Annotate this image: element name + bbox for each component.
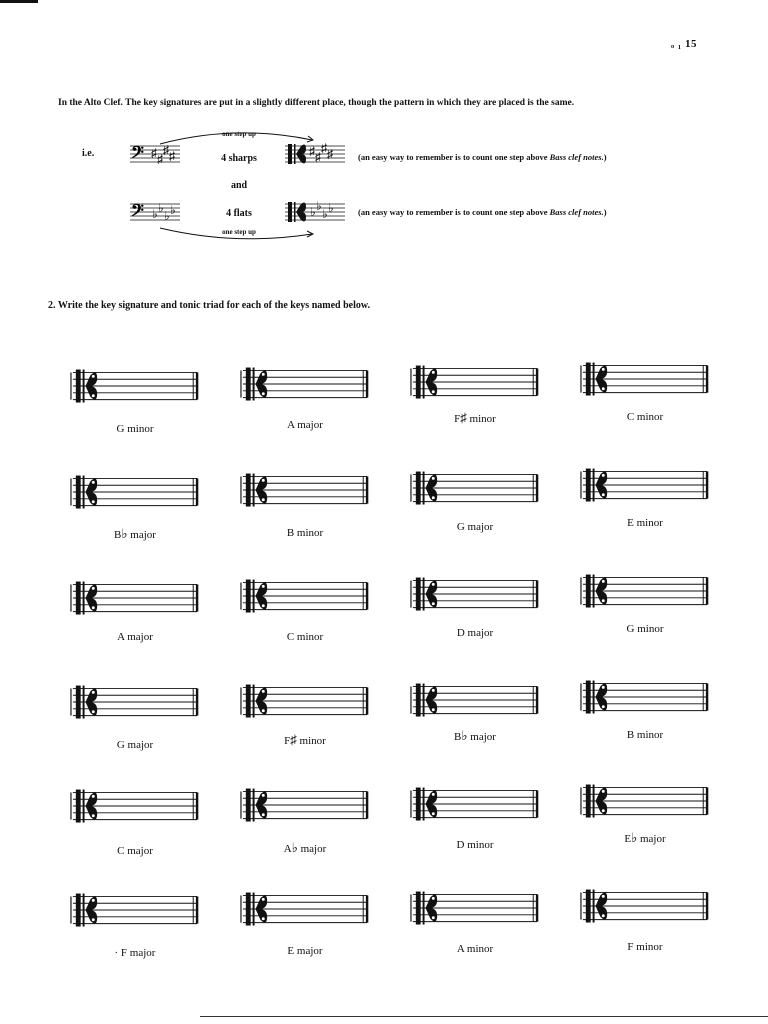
key-name-label bbox=[70, 944, 200, 960]
key-letter: D bbox=[456, 627, 465, 639]
sharps-note: (an easy way to remember is to count one step above Bass clef notes.) bbox=[358, 152, 607, 162]
alto-staff bbox=[410, 468, 540, 510]
flats-note: (an easy way to remember is to count one step above Bass clef notes.) bbox=[358, 207, 607, 217]
accidental: ♯ bbox=[290, 732, 297, 747]
bass-staff-flats bbox=[130, 200, 180, 224]
key-letter: B bbox=[626, 729, 635, 741]
key-quality: major bbox=[127, 845, 153, 857]
key-name-label bbox=[410, 518, 540, 534]
key-name-label bbox=[580, 830, 710, 846]
alto-staff bbox=[580, 677, 710, 719]
intro-text: In the Alto Clef. The key signatures are put in a slightly different place, though the pattern in which they are placed is the same. bbox=[58, 98, 575, 108]
svg-text:♯: ♯ bbox=[157, 152, 163, 166]
key-name-label bbox=[580, 938, 710, 954]
key-letter: A bbox=[117, 631, 125, 643]
alto-staff-sharps bbox=[285, 141, 345, 164]
key-quality: minor bbox=[467, 839, 494, 851]
key-quality: major bbox=[127, 739, 154, 751]
accidental: ♭ bbox=[631, 830, 638, 845]
key-quality: minor bbox=[127, 423, 154, 435]
key-name-label bbox=[240, 416, 370, 432]
alto-staff bbox=[70, 786, 200, 828]
key-quality: major bbox=[470, 731, 496, 743]
key-name-label bbox=[410, 728, 540, 744]
key-name-label bbox=[70, 420, 200, 436]
key-name-label bbox=[240, 732, 370, 748]
alto-staff bbox=[410, 362, 540, 404]
exercise-instruction: 2. Write the key signature and tonic triad for each of the keys named below. bbox=[48, 300, 371, 311]
svg-text:♭: ♭ bbox=[310, 205, 316, 219]
alto-staff-flats bbox=[285, 199, 345, 222]
alto-staff bbox=[410, 888, 540, 930]
key-quality: major bbox=[467, 521, 494, 533]
key-letter: B bbox=[286, 527, 295, 539]
alto-staff bbox=[240, 785, 370, 827]
alto-staff bbox=[580, 359, 710, 401]
svg-text:♭: ♭ bbox=[322, 207, 328, 221]
alto-staff bbox=[70, 682, 200, 724]
svg-text:♭: ♭ bbox=[164, 209, 170, 223]
alto-staff bbox=[70, 472, 200, 514]
key-quality: minor bbox=[469, 413, 496, 425]
alto-staff bbox=[410, 574, 540, 616]
key-letter: A bbox=[283, 843, 292, 855]
accidental: ♯ bbox=[460, 410, 467, 425]
key-quality: minor bbox=[636, 729, 664, 741]
svg-text:♭: ♭ bbox=[316, 199, 322, 213]
key-quality: minor bbox=[636, 517, 663, 529]
key-name-label bbox=[410, 624, 540, 640]
key-quality: minor bbox=[466, 943, 494, 955]
svg-text:♯: ♯ bbox=[327, 147, 333, 161]
svg-text:𝄢: 𝄢 bbox=[131, 142, 144, 166]
key-letter: A bbox=[456, 943, 465, 955]
alto-staff bbox=[240, 364, 370, 406]
key-quality: major bbox=[129, 947, 156, 959]
key-letter: G bbox=[626, 623, 635, 635]
key-letter: E bbox=[624, 833, 632, 845]
svg-text:♭: ♭ bbox=[152, 207, 158, 221]
svg-text:♭: ♭ bbox=[170, 203, 176, 217]
key-letter: E bbox=[627, 517, 634, 529]
key-name-label bbox=[410, 410, 540, 426]
key-quality: minor bbox=[296, 527, 324, 539]
key-letter: · F bbox=[114, 947, 128, 959]
key-name-label bbox=[240, 628, 370, 644]
key-letter: C bbox=[286, 631, 295, 643]
key-quality: minor bbox=[299, 735, 326, 747]
key-quality: major bbox=[467, 627, 494, 639]
alto-staff bbox=[580, 886, 710, 928]
key-letter: B bbox=[114, 529, 122, 541]
alto-staff bbox=[240, 681, 370, 723]
alto-staff bbox=[580, 571, 710, 613]
key-letter: C bbox=[626, 411, 635, 423]
key-name-label bbox=[240, 524, 370, 540]
key-letter: E bbox=[287, 945, 295, 957]
svg-text:♯: ♯ bbox=[169, 149, 175, 163]
key-name-label bbox=[70, 736, 200, 752]
key-letter: F bbox=[454, 413, 461, 425]
alto-staff bbox=[240, 889, 370, 931]
and-label: and bbox=[230, 180, 248, 191]
alto-staff bbox=[410, 784, 540, 826]
key-quality: minor bbox=[636, 411, 664, 423]
key-quality: major bbox=[639, 833, 666, 845]
alto-staff bbox=[70, 890, 200, 932]
page-number: ₒ ₁ 15 bbox=[671, 38, 697, 50]
one-step-up-bottom: one step up bbox=[222, 228, 256, 236]
key-name-label bbox=[240, 840, 370, 856]
key-quality: major bbox=[130, 529, 156, 541]
key-letter: F bbox=[284, 735, 291, 747]
alto-staff bbox=[240, 470, 370, 512]
key-letter: G bbox=[116, 739, 125, 751]
key-name-label bbox=[580, 408, 710, 424]
bass-staff-sharps bbox=[130, 142, 180, 166]
key-letter: D bbox=[456, 839, 465, 851]
svg-text:♭: ♭ bbox=[158, 201, 164, 215]
svg-text:♭: ♭ bbox=[328, 201, 334, 215]
key-quality: major bbox=[297, 419, 323, 431]
key-name-label bbox=[240, 942, 370, 958]
key-quality: minor bbox=[636, 941, 663, 953]
ie-label: i.e. bbox=[82, 148, 95, 159]
key-letter: F bbox=[627, 941, 634, 953]
key-name-label bbox=[580, 620, 710, 636]
key-letter: A bbox=[287, 419, 295, 431]
key-quality: major bbox=[127, 631, 153, 643]
alto-staff bbox=[410, 680, 540, 722]
key-name-label bbox=[580, 726, 710, 742]
accidental: ♭ bbox=[121, 526, 128, 541]
accidental: ♭ bbox=[461, 728, 468, 743]
alto-staff bbox=[240, 576, 370, 618]
key-letter: G bbox=[116, 423, 125, 435]
alto-staff bbox=[70, 366, 200, 408]
svg-text:𝄢: 𝄢 bbox=[131, 200, 144, 224]
key-quality: major bbox=[300, 843, 327, 855]
svg-text:♯: ♯ bbox=[309, 144, 315, 158]
key-quality: minor bbox=[296, 631, 324, 643]
key-letter: B bbox=[454, 731, 462, 743]
alto-staff bbox=[580, 781, 710, 823]
accidental: ♭ bbox=[291, 840, 298, 855]
svg-text:♯: ♯ bbox=[315, 150, 321, 164]
corner-mark bbox=[0, 0, 38, 3]
key-name-label bbox=[580, 514, 710, 530]
key-name-label bbox=[70, 842, 200, 858]
flats-label: 4 flats bbox=[226, 208, 252, 219]
one-step-up-top: one step up bbox=[222, 130, 256, 138]
key-name-label bbox=[70, 526, 200, 542]
key-quality: major bbox=[296, 945, 323, 957]
alto-staff bbox=[70, 578, 200, 620]
svg-text:♯: ♯ bbox=[321, 141, 327, 155]
key-quality: minor bbox=[637, 623, 664, 635]
svg-text:♯: ♯ bbox=[163, 143, 169, 157]
svg-text:♯: ♯ bbox=[151, 146, 157, 160]
alto-staff bbox=[580, 465, 710, 507]
key-name-label bbox=[410, 836, 540, 852]
key-letter: G bbox=[456, 521, 465, 533]
sharps-label: 4 sharps bbox=[221, 153, 257, 164]
key-letter: C bbox=[117, 845, 125, 857]
key-name-label bbox=[70, 628, 200, 644]
key-name-label bbox=[410, 940, 540, 956]
page-edge-line bbox=[200, 1016, 768, 1017]
